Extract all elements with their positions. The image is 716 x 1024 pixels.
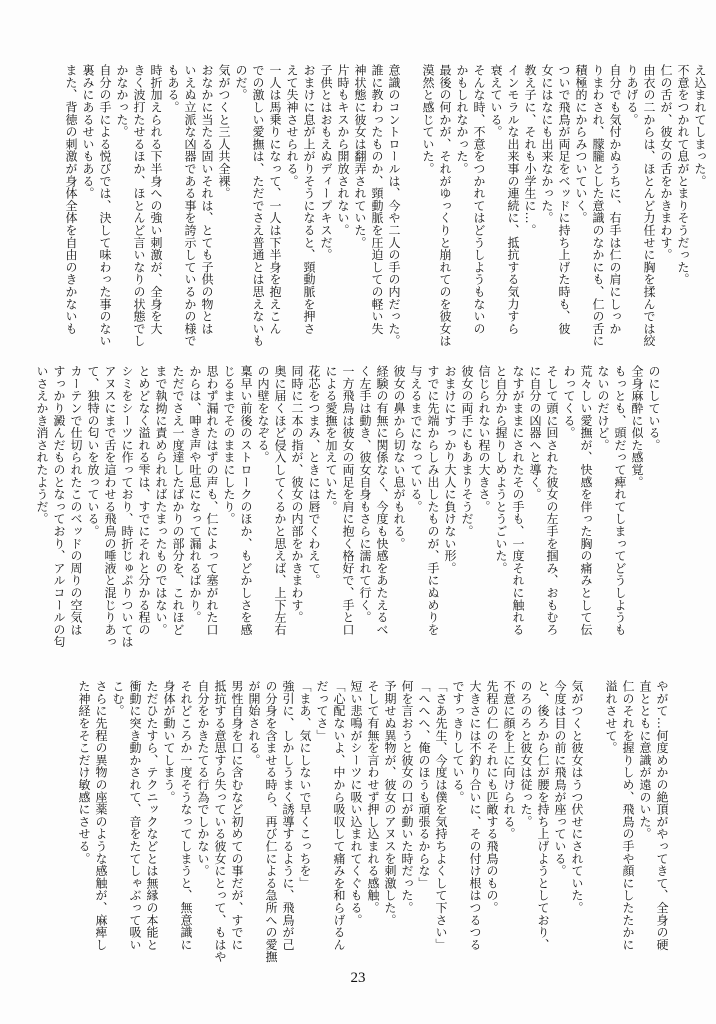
text-column: に自分の凶器へと導く。	[528, 365, 542, 501]
text-column: そして有無を言わせず押し込まれる感触。	[366, 680, 380, 914]
text-column: 「さあ先生、今度は僕を気持ちよくして下さい」	[434, 680, 448, 951]
text-column: 与えるまでになっている。	[409, 365, 423, 513]
text-column: 不意をつかれて息がとまりそうだった。	[676, 64, 690, 286]
text-column: やがて…何度めかの絶頂がやってきて、全身の硬	[655, 680, 669, 951]
text-column: 子供とはおもえぬディープキスだ。	[319, 64, 333, 261]
text-column: 裏みにあるせいもある。	[81, 64, 95, 200]
text-column: く左手は動き、彼女自身もさらに濡れて行く。	[358, 365, 372, 624]
text-column: 自分の手による悦びでは、決して味わった事のない	[98, 64, 112, 347]
page-number: 23	[350, 970, 366, 986]
text-column: インモラルな出来事の連続に、抵抗する気力すら	[506, 64, 520, 335]
text-column: 直とともに意識が遠のいた。	[638, 680, 652, 840]
text-column: いえぬ立派な凶器である事を誇示しているかの様で	[183, 64, 197, 347]
text-column: 全身麻酔に似た感覚。	[630, 365, 644, 488]
text-column: ついで飛鳥が両足をベッドに持ち上げた時も、彼	[557, 64, 571, 335]
text-column: おまけに息が上がりそうになると、頸動脈を押さ	[302, 64, 316, 335]
text-column: 強引に、しかしうまく誘導するように、飛鳥が己	[281, 680, 295, 951]
text-column: ただひたすら、テクニックなどとは無縁の本能と	[145, 680, 159, 951]
text-column: 「まあ、気にしないで早くこっちを」	[298, 680, 312, 890]
text-column: 衰えている。	[489, 64, 503, 138]
text-column: 気がつくと彼女はうつ伏せにされていた。	[570, 680, 584, 914]
text-column: 不意に顔を上に向けられる。	[502, 680, 516, 840]
text-column: 思わず漏れたはずの声も、仁によって塞がれた口	[205, 365, 219, 636]
text-column: だってさ」	[315, 680, 329, 742]
text-block-bottom	[62, 680, 670, 963]
text-column: 時折加えられる下半身への強い刺激が、全身を大	[149, 64, 163, 335]
text-column: 花芯をつまみ、ときには唇でくわえて。	[307, 365, 321, 587]
text-column: が開始される。	[247, 680, 261, 767]
text-column: 漠然と感じていた。	[421, 64, 435, 175]
text-column: 仁の舌が、彼女の舌をかきまわす。	[659, 64, 673, 261]
text-column: ですっきりしている。	[451, 680, 465, 803]
text-column: 衝動に突き動かされて、音をたてしゃぶって吸い	[128, 680, 142, 951]
text-column: 荒々しい愛撫が、快感を伴った胸の痛みとして伝	[579, 365, 593, 636]
text-column: 何を言おうと彼女の口が動いた時だった。	[400, 680, 414, 914]
text-column: 片時もキスから開放されない。	[336, 64, 350, 237]
text-column: 「へへへ、俺のほうも頑張るからな」	[417, 680, 431, 890]
text-column: 意識のコントロールは、今や二人の手の内だった。	[387, 64, 401, 347]
text-column: 誰に教わったものか、頸動脈を圧迫しての軽い失	[370, 64, 384, 335]
text-column: 短い悲鳴がシーツに吸い込まれてくぐもる。	[349, 680, 363, 926]
text-column: わってくる。	[562, 365, 576, 439]
text-column: かなかった。	[115, 64, 129, 138]
text-block-top	[62, 64, 708, 349]
text-column: じるまでそのままにしたり。	[222, 365, 236, 525]
text-column: 経験の有無に関係なく、今度も快感をあたえるべ	[375, 365, 389, 636]
text-column: おまけにすっかり大人に負けない形。	[443, 365, 457, 575]
text-column: 稟早い前後のストロークのほか、もどかしさを感	[239, 365, 253, 636]
text-column: のだ。	[234, 64, 248, 101]
text-column: おなかに当たる固いそれは、とても子供の物とは	[200, 64, 214, 335]
text-column: 最後の何かが、それがゆっくりと崩れてのを彼女は	[438, 64, 452, 347]
text-column: のろのろと彼女は従った。	[519, 680, 533, 828]
text-column: それどころか一度そうなってしまうと、無意識に	[179, 680, 193, 951]
text-column: シミをシーツに作っており、時折じゅぷりついては	[120, 365, 134, 648]
text-column: 気がつくと三人共全裸。	[217, 64, 231, 200]
text-column: と自分から握りしめようとうごいた。	[494, 365, 508, 575]
text-column: もある。	[166, 64, 180, 114]
text-column: えて失神させられる。	[285, 64, 299, 187]
text-column: 同時に二本の指が、彼女の内部をかきまわす。	[290, 365, 304, 624]
text-column: 一方飛鳥は彼女の両足を肩に抱く格好で、手と口	[341, 365, 355, 636]
text-column: からは、呻き声や吐息になって漏れるばかり。	[188, 365, 202, 624]
text-column: と、後ろから仁が腰を持ち上げようとしており、	[536, 680, 550, 951]
text-column: 「心配ないよ、中から吸収して痛みを和らげるん	[332, 680, 346, 951]
text-column: そんな時、不意をつかれてはどうしようもないの	[472, 64, 486, 335]
text-column: りまわされ、朦朧とした意識のなかにも、仁の舌に	[591, 64, 605, 347]
text-column: た神経をそこだけ敏感にさせる。	[77, 680, 91, 865]
text-column: 抵抗する意思すら失っている彼女にとって、もはや	[213, 680, 227, 963]
text-column: ないのだけど。	[596, 365, 610, 452]
text-column: こむ。	[111, 680, 125, 717]
text-column: すっかり澱んだものとなっており、アルコールの匂	[52, 365, 66, 648]
text-column: 先程の仁のそれにも匹敵する飛鳥のもの。	[485, 680, 499, 914]
text-column: 彼女の鼻から切ない息がもれる。	[392, 365, 406, 550]
text-block-middle	[35, 365, 662, 665]
text-column: 今度は目の前に飛鳥が座っている。	[553, 680, 567, 877]
text-column: 自分をかきたてる行為でしかない。	[196, 680, 210, 877]
text-column: ただでさえ一度達したばかりの部分を、これほど	[171, 365, 185, 636]
text-column: 一人は馬乗りになって、一人は下半身を抱えこん	[268, 64, 282, 335]
text-column: 身体が動いてしまう。	[162, 680, 176, 803]
text-column: そして頭に回された彼女の左手を掴み、おもむろ	[545, 365, 559, 636]
text-column: まで執拗に責められればたまったものではない。	[154, 365, 168, 636]
text-column: 由衣の二からは、ほとんど力任せに胸を揉んでは絞	[642, 64, 656, 347]
text-column	[402, 64, 419, 349]
text-column: 彼女の両手にもあまりそうだ。	[460, 365, 474, 538]
text-column: での激しい愛撫は、ただでさえ普通とは思えないも	[251, 64, 265, 347]
text-column: 大きさには不釣り合いに、その付け根はつるつる	[468, 680, 482, 951]
text-column: 信じられない程の大きさ。	[477, 365, 491, 513]
text-column: 奥に届くほど侵入してくるかと思えば、上下左右	[273, 365, 287, 636]
text-column: りあげる。	[625, 64, 639, 126]
text-column	[585, 680, 602, 915]
text-column: の分身を含ませる時ら、再び仁による急所への愛撫	[264, 680, 278, 963]
text-column: 女にはなにも出来なかった。	[540, 64, 554, 224]
text-column: 男性自身を口に含むなど初めての事だが、すでに	[230, 680, 244, 951]
text-column: え込まれてしまった。	[693, 64, 707, 187]
text-column: 積極的にからみついていく。	[574, 64, 588, 224]
text-column: いさえかき消されたようだ。	[35, 365, 49, 525]
text-column: 自分でも気付かぬうちに、右手は仁の肩にしっか	[608, 64, 622, 335]
text-column: アヌスにまで舌を這わせる飛鳥の唾液と混じりあっ	[103, 365, 117, 648]
text-column: カーテンで仕切られたこのベッドの周りの空気は	[69, 365, 83, 636]
text-column: 教え子に、それも小学生に…。	[523, 64, 537, 237]
text-column: さらに先程の異物の座薬のような感触が、麻痺し	[94, 680, 108, 951]
text-column: また、背徳の刺激が身体全体を自由のきかないも	[64, 64, 78, 335]
text-column: 予期せぬ異物が、彼女のアヌスを刺激した。	[383, 680, 397, 926]
text-column: すでに先端からしみ出したものが、手にぬめりを	[426, 365, 440, 636]
text-column: の内壁をなぞる。	[256, 365, 270, 464]
text-column: による愛撫を加えていた。	[324, 365, 338, 513]
text-column: もっとも、頭だって痺れてしまってどうしようも	[613, 365, 627, 636]
text-column: なすがままにされたその手も、一度それに触れる	[511, 365, 525, 636]
text-column: 神状態に彼女は翻弄されていた。	[353, 64, 367, 249]
text-column: 溢れさせて。	[604, 680, 618, 754]
text-column: かもしれなかった。	[455, 64, 469, 175]
text-column: て、独特の匂いを放っている。	[86, 365, 100, 538]
text-column: 仁のそれを握りしめ、飛鳥の手や顔にしたたかに	[621, 680, 635, 951]
text-column: きく波打たせるほか、ほとんど言いなりの状態でし	[132, 64, 146, 347]
text-column: とめどなく溢れる雫は、すでにそれと分かる程の	[137, 365, 151, 636]
text-column: のにしている。	[647, 365, 661, 452]
